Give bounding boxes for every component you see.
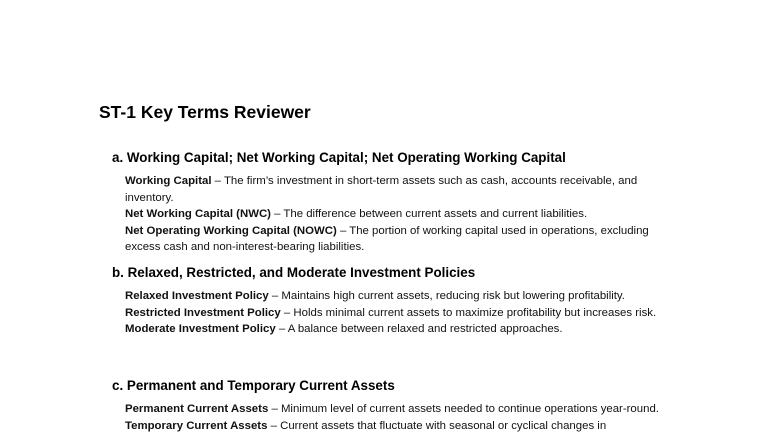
term-definition: – Current assets that fluctuate with seasonal or cyclical changes in <box>267 419 607 432</box>
term-name: Net Working Capital (NWC) <box>125 208 271 220</box>
term-name: Moderate Investment Policy <box>125 323 276 335</box>
section-heading: a. Working Capital; Net Working Capital; Net Operating Working Capital <box>112 150 566 165</box>
term-name: Restricted Investment Policy <box>125 306 281 319</box>
section-investment-policies <box>112 264 685 338</box>
term-net-working-capital <box>112 206 685 223</box>
term-name: Relaxed Investment Policy <box>125 290 269 302</box>
term-definition: – The firm’s investment in short-term assets such as cash, accounts receivable, and inventory. <box>125 175 638 204</box>
term-definition: – Maintains high current assets, reducing risk but lowering profitability. <box>268 290 625 302</box>
term-working-capital <box>112 173 685 206</box>
term-definition: – The portion of working capital used in operations, excluding excess cash and non-interest-bearing liabilities. <box>125 224 649 253</box>
term-definition: – Minimum level of current assets needed to continue operations year-round. <box>268 403 659 415</box>
term-definition: – Holds minimal current assets to maximize profitability but increases risk. <box>280 306 657 319</box>
term-permanent-current-assets <box>112 401 685 418</box>
term-definition: – The difference between current assets and current liabilities. <box>270 208 588 220</box>
term-definition: – A balance between relaxed and restricted approaches. <box>275 323 563 335</box>
section-heading: c. Permanent and Temporary Current Assets <box>112 378 395 393</box>
term-restricted-policy <box>112 305 685 322</box>
section-working-capital <box>112 149 685 256</box>
page-title: ST-1 Key Terms Reviewer <box>99 102 311 122</box>
term-name: Permanent Current Assets <box>125 403 269 415</box>
term-moderate-policy <box>112 321 685 338</box>
term-temporary-current-assets <box>112 418 685 435</box>
section-heading: b. Relaxed, Restricted, and Moderate Investment Policies <box>112 265 476 280</box>
term-name: Working Capital <box>125 175 212 187</box>
term-relaxed-policy <box>112 288 685 305</box>
term-net-operating-working-capital <box>112 223 685 256</box>
section-current-assets <box>112 377 685 434</box>
term-name: Temporary Current Assets <box>125 419 268 432</box>
term-name: Net Operating Working Capital (NOWC) <box>125 224 337 237</box>
